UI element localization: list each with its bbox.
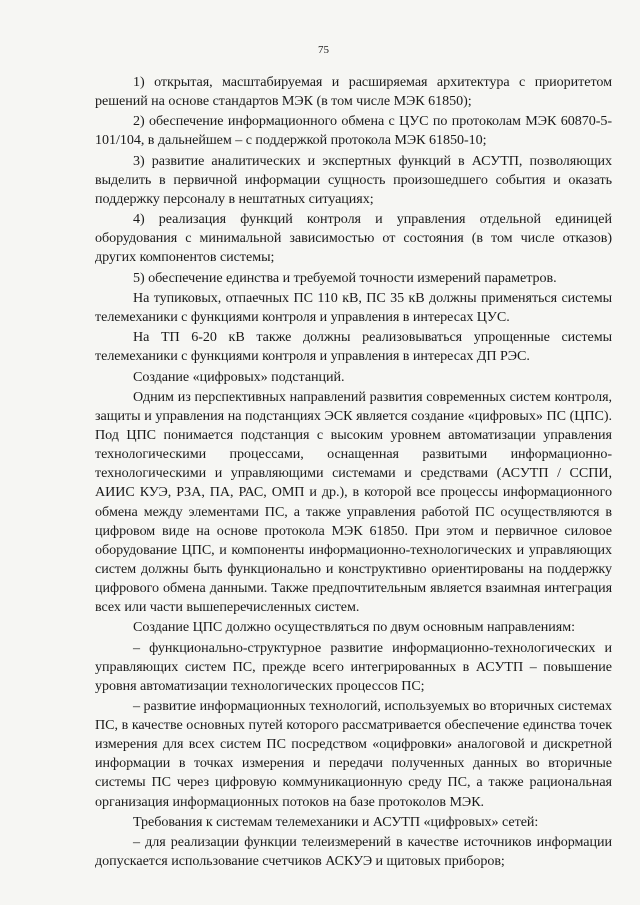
paragraph-13: Требования к системам телемеханики и АСУТП «цифровых» сетей:: [133, 813, 539, 830]
paragraph-4: 4) реализация функций контроля и управления отдельной единицей оборудования с минимальной зависимостью от состояния (в том числе отказов) других компонентов системы;: [95, 211, 612, 266]
paragraph-3: 3) развитие аналитических и экспертных функций в АСУТП, позволяющих выделить в первичной информации сущность произошедшего события и оказать поддержку персоналу в нештатных ситуациях;: [95, 152, 612, 207]
paragraph-5: 5) обеспечение единства и требуемой точности измерений параметров.: [133, 269, 557, 286]
paragraph-9: Одним из перспективных направлений развития современных систем контроля, защиты и управления на подстанциях ЭСК является создание «цифровых» ПС (ЦПС). Под ЦПС понимается подстанция с высоким уровнем автоматизации управления технологическими процессами, оснащенная развитыми информационно-технологическими и управляющими системами и средствами (АСУТП / ССПИ, АИИС КУЭ, РЗА, ПА, РАС, ОМП и др.), в которой все процессы информационного обмена между элементами ПС, а также управления работой ПС осуществляются в цифровом виде на основе протокола МЭК 61850. При этом и первичное силовое оборудование ЦПС, и компоненты информационно-технологических и управляющих систем должны быть функционально и конструктивно ориентированы на поддержку цифрового обмена данными. Также предпочтительным является взаимная интеграция всех или части вышеперечисленных систем.: [95, 389, 612, 616]
page-number: 75: [318, 44, 329, 56]
paragraph-10: Создание ЦПС должно осуществляться по двум основным направлениям:: [133, 619, 575, 636]
paragraph-11: – функционально-структурное развитие информационно-технологических и управляющих систем ПС, прежде всего интегрированных в АСУТП – повышение уровня автоматизации технологических процессов ПС;: [95, 639, 612, 694]
paragraph-7: На ТП 6-20 кВ также должны реализовываться упрощенные системы телемеханики с функциями контроля и управления в интересах ДП РЭС.: [95, 329, 612, 365]
paragraph-12: – развитие информационных технологий, используемых во вторичных системах ПС, в качестве основных путей которого рассматривается обеспечение единства точек измерения для всех систем ПС посредством «оцифровки» аналоговой и дискретной информации в точках измерения и передачи полученных данных во вторичные системы ПС через цифровую коммуникационную среду ПС, а также рациональная организация информационных потоков на базе протоколов МЭК.: [95, 698, 612, 810]
document-body: [95, 73, 612, 871]
paragraph-14: – для реализации функции телеизмерений в качестве источников информации допускается использование счетчиков АСКУЭ и щитовых приборов;: [95, 834, 612, 870]
paragraph-6: На тупиковых, отпаечных ПС 110 кВ, ПС 35 кВ должны применяться системы телемеханики с функциями контроля и управления в интересах ЦУС.: [95, 289, 612, 326]
paragraph-1: 1) открытая, масштабируемая и расширяемая архитектура с приоритетом решений на основе стандартов МЭК (в том числе МЭК 61850);: [95, 74, 612, 110]
paragraph-8-heading: Создание «цифровых» подстанций.: [133, 368, 345, 385]
paragraph-2: 2) обеспечение информационного обмена с ЦУС по протоколам МЭК 60870-5-101/104, в дальнейшем – с поддержкой протокола МЭК 61850-10;: [95, 113, 612, 149]
